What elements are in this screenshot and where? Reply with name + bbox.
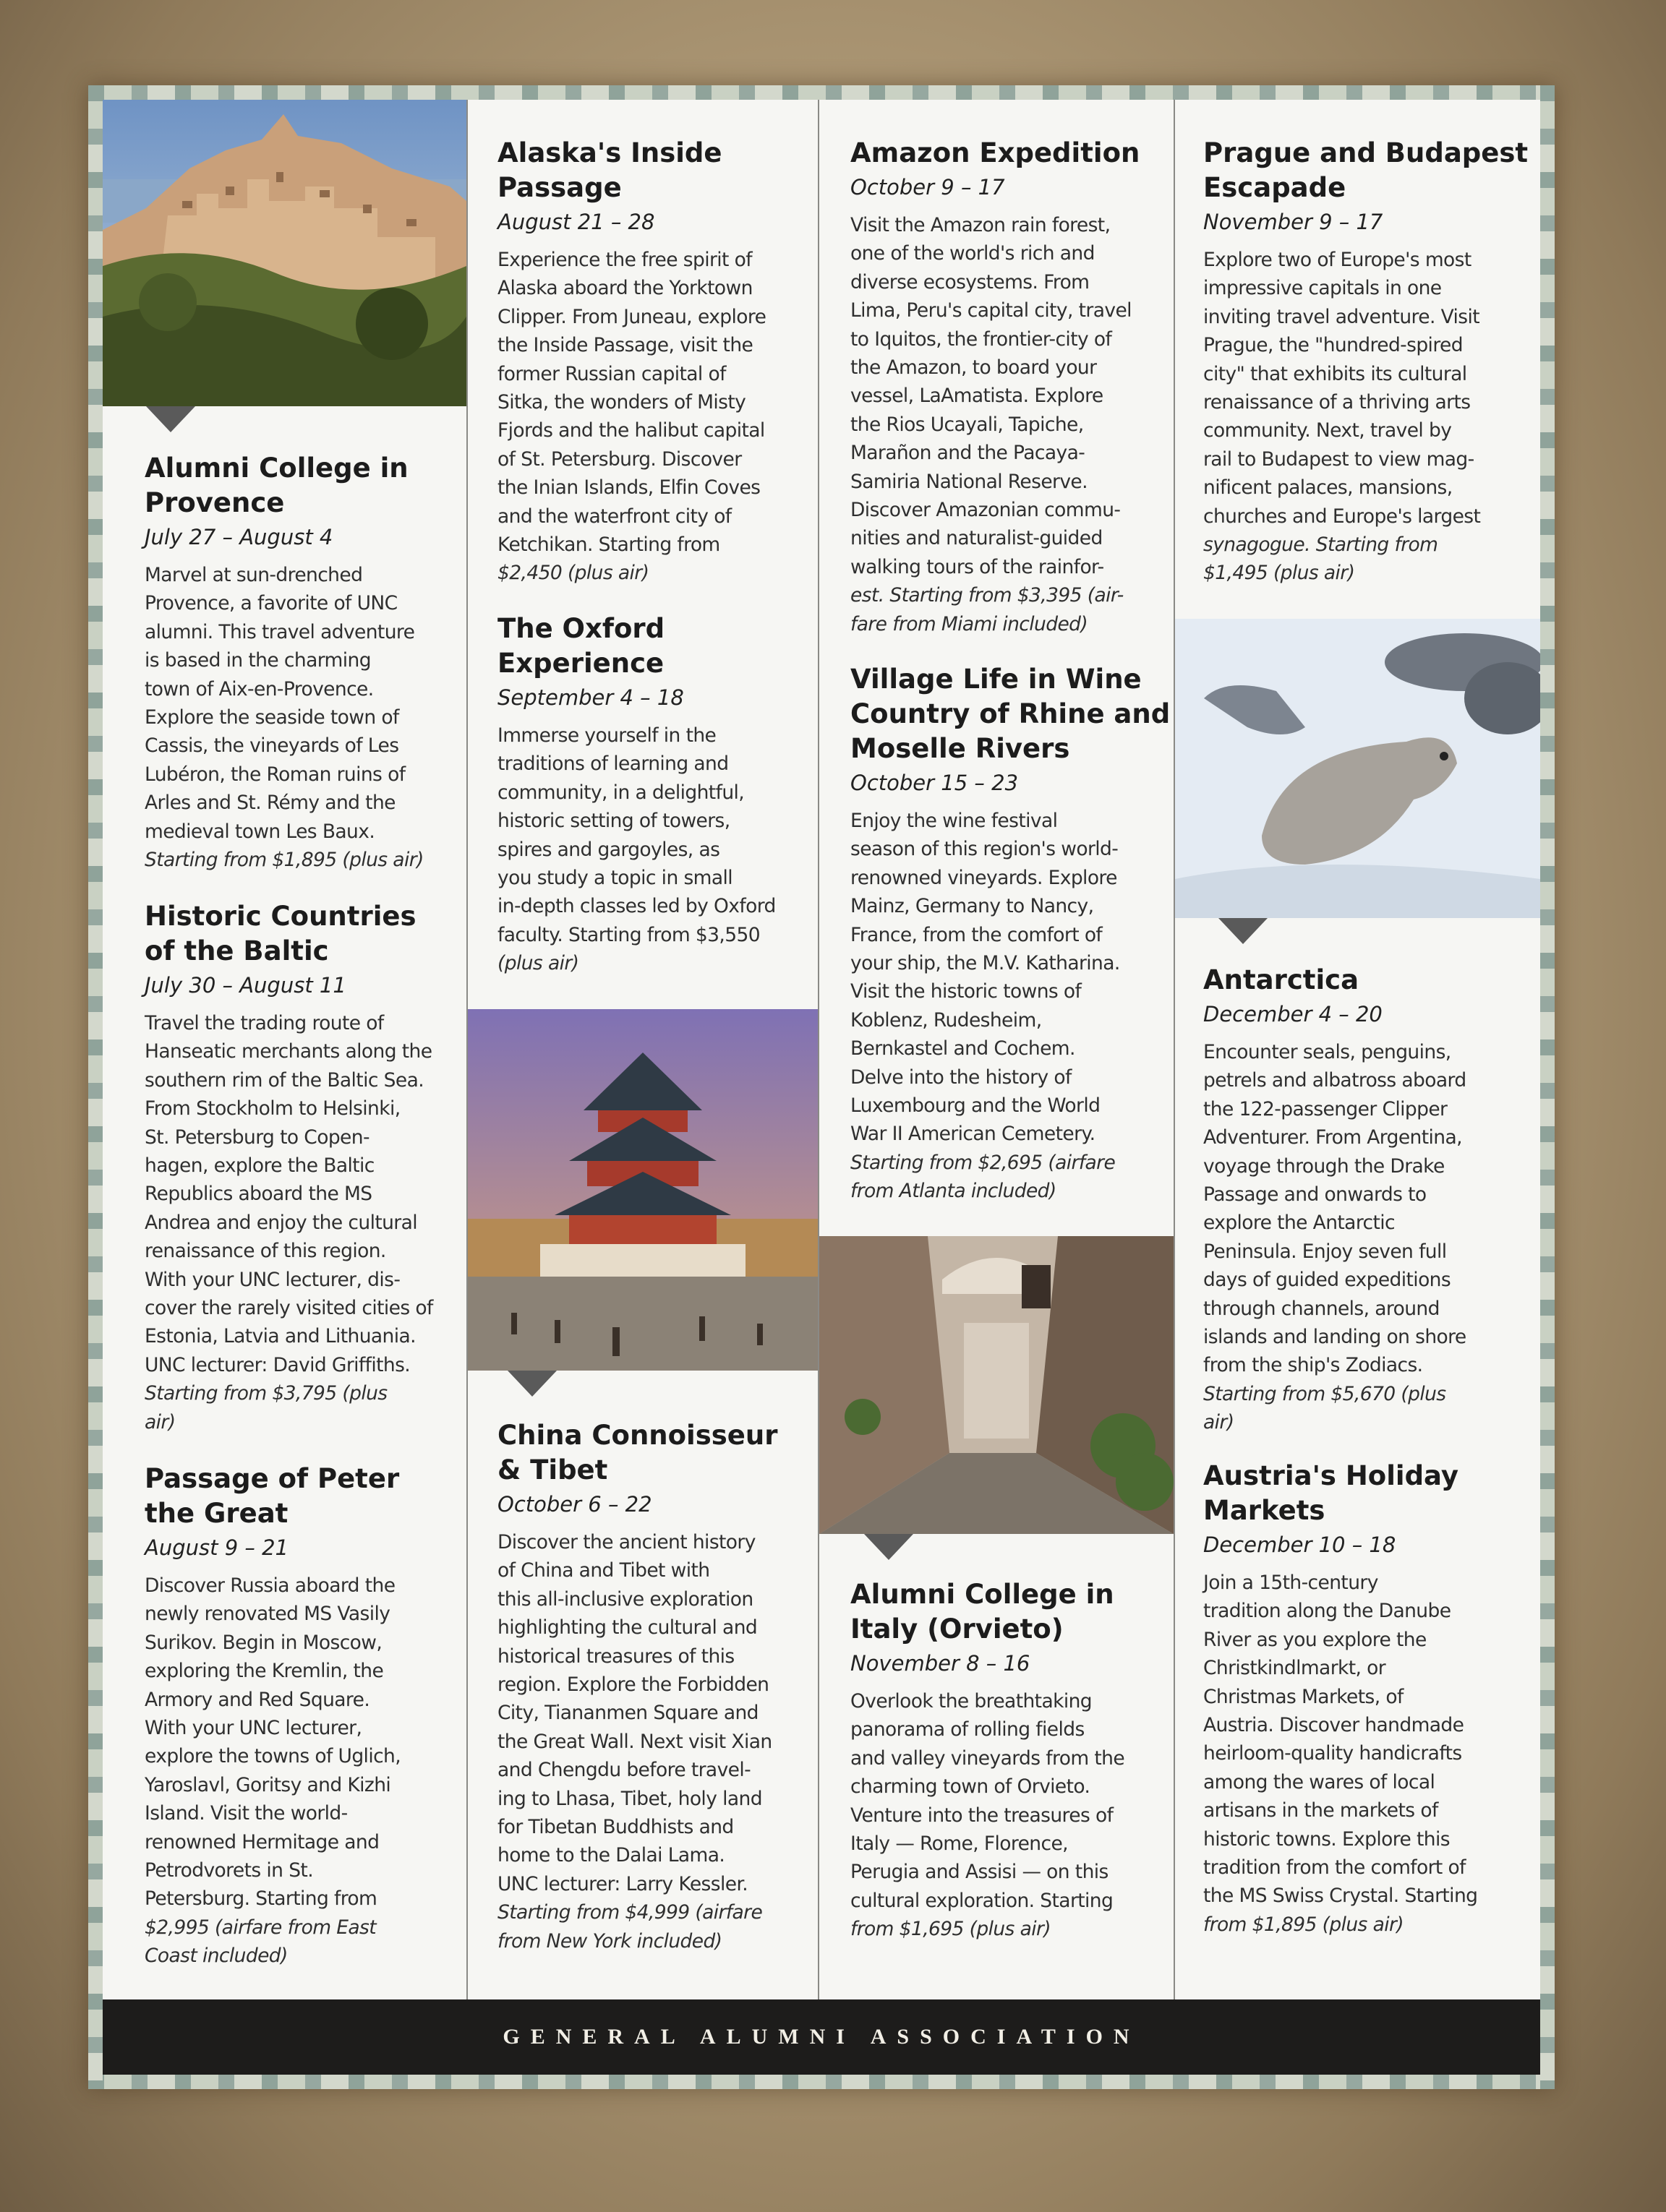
trip-dates: October 9 – 17 <box>850 175 1005 200</box>
trip-description: Explore two of Europe's most impressive capitals in one inviting travel adventure. Visit Prague, the "hundred-spired city" that exhibits its cultural renaissance of a thriving arts community. Next, travel by rail to Budapest to view mag- nificent palaces, mansions, churches and Europe's largest synagogue. Starting from $1,495 (plus air) <box>1203 249 1481 585</box>
page-border-left <box>88 85 103 2089</box>
photo-pointer <box>146 406 195 432</box>
column-divider <box>818 100 819 1999</box>
trip-alumni-college-orvieto <box>850 1577 1169 1944</box>
trip-dates: November 9 – 17 <box>1203 210 1383 234</box>
trip-description: Immerse yourself in the traditions of learning and community, in a delightful, historic setting of towers, spires and gargoyles, as you study a topic in small in-depth classes led by Oxford faculty. Starting from $3,550 (plus air) <box>497 724 776 975</box>
photo-antarctic-seal <box>1175 619 1540 918</box>
trip-village-life-wine-country <box>850 662 1169 1206</box>
trip-description: Experience the free spirit of Alaska aboard the Yorktown Clipper. From Juneau, explore the Inside Passage, visit the former Russian capital of Sitka, the wonders of Misty Fjords and the halibut capital of St. Petersburg. Discover the Inian Islands, Elfin Coves and the waterfront city of Ketchikan. Starting from $2,450 (plus air) <box>497 249 766 585</box>
trip-title: The Oxford Experience <box>497 613 665 679</box>
trip-alaska-inside-passage <box>497 136 808 588</box>
trip-title: Amazon Expedition <box>850 137 1140 168</box>
trip-oxford-experience <box>497 612 808 978</box>
trip-dates: November 8 – 16 <box>850 1651 1030 1676</box>
photo-orvieto-alley <box>819 1236 1174 1534</box>
trip-description: Enjoy the wine festival season of this region's world- renowned vineyards. Explore Mainz, Germany to Nancy, France, from the comfort of your ship, the M.V. Katharina. Visit the historic towns of Koblenz, Rudesheim, Bernkastel and Cochem. Delve into the history of Luxembourg and the World War II American Cemetery. Starting from $2,695 (airfare from Atlanta included) <box>850 810 1120 1203</box>
trip-description: Overlook the breathtaking panorama of rolling fields and valley vineyards from the charming town of Orvieto. Venture into the treasures of Italy — Rome, Florence, Perugia and Assisi — on this cultural exploration. Starting from $1,695 (plus air) <box>850 1690 1125 1941</box>
trip-description: Discover Russia aboard the newly renovated MS Vasily Surikov. Begin in Moscow, exploring the Kremlin, the Armory and Red Square. With your UNC lecturer, explore the towns of Uglich, Yaroslavl, Goritsy and Kizhi Island. Visit the world- renowned Hermitage and Petrodvorets in St. Petersburg. Starting from $2,995 (airfare from East Coast included) <box>145 1574 401 1968</box>
trip-austria-holiday-markets <box>1203 1459 1532 1939</box>
trip-description: Join a 15th-century tradition along the Danube River as you explore the Christkindlmarkt, or Christmas Markets, of Austria. Discover handmade heirloom-quality handicrafts among the wares of local artisans in the markets of historic towns. Explore this tradition from the comfort of the MS Swiss Crystal. Starting from $1,895 (plus air) <box>1203 1572 1478 1936</box>
trip-title: Prague and Budapest Escapade <box>1203 137 1529 203</box>
photo-pointer <box>508 1371 557 1397</box>
trip-dates: August 21 – 28 <box>497 210 655 234</box>
trip-title: Passage of Peter the Great <box>145 1463 400 1529</box>
footer-bar <box>103 1999 1540 2075</box>
trip-title: Alaska's Inside Passage <box>497 137 722 203</box>
trip-description: Marvel at sun-drenched Provence, a favorite of UNC alumni. This travel adventure is based in the charming town of Aix-en-Provence. Explore the seaside town of Cassis, the vineyards of Les Lubéron, the Roman ruins of Arles and St. Rémy and the medieval town Les Baux. Starting from $1,895 (plus air) <box>145 564 424 872</box>
photo-provence-village <box>103 100 466 406</box>
trip-title: Historic Countries of the Baltic <box>145 901 416 966</box>
trip-china-tibet <box>497 1418 808 1955</box>
trip-amazon-expedition <box>850 136 1169 638</box>
footer-title: GENERAL ALUMNI ASSOCIATION <box>503 2025 1140 2049</box>
trip-dates: July 30 – August 11 <box>145 973 346 998</box>
trip-description: Discover the ancient history of China and Tibet with this all-inclusive exploration highlighting the cultural and historical treasures of this region. Explore the Forbidden City, Tiananmen Square and the Great Wall. Next visit Xian and Chengdu before travel- ing to Lhasa, Tibet, holy land for Tibetan Buddhists and home to the Dalai Lama. UNC lecturer: Larry Kessler. Starting from $4,999 (airfare from New York included) <box>497 1531 772 1952</box>
trip-prague-budapest <box>1203 136 1532 588</box>
page-border-right <box>1540 85 1555 2089</box>
trip-dates: August 9 – 21 <box>145 1535 289 1560</box>
trip-dates: December 10 – 18 <box>1203 1532 1396 1557</box>
trip-title: Village Life in Wine Country of Rhine and Moselle Rivers <box>850 664 1171 764</box>
trip-passage-peter-great <box>145 1462 463 1971</box>
photo-pointer <box>1218 918 1268 944</box>
trip-antarctica <box>1203 963 1532 1437</box>
brochure-panel <box>103 100 1540 1999</box>
trip-description: Visit the Amazon rain forest, one of the world's rich and diverse ecosystems. From Lima, Peru's capital city, travel to Iquitos, the frontier-city of the Amazon, to board your vessel, LaAmatista. Explore the Rios Ucayali, Tapiche, Marañon and the Pacaya- Samiria National Reserve. Discover Amazonian commu- nities and naturalist-guided walking tours of the rainfor- est. Starting from $3,395 (air- fare from Miami included) <box>850 214 1132 635</box>
trip-title: Antarctica <box>1203 964 1359 995</box>
trip-dates: September 4 – 18 <box>497 685 684 710</box>
column-divider <box>1174 100 1175 1999</box>
trip-dates: December 4 – 20 <box>1203 1002 1383 1026</box>
trip-title: Alumni College in Italy (Orvieto) <box>850 1579 1114 1645</box>
photo-pointer <box>864 1534 913 1560</box>
trip-description: Travel the trading route of Hanseatic merchants along the southern rim of the Baltic Sea. From Stockholm to Helsinki, St. Petersburg to Copen- hagen, explore the Baltic Republics aboard the MS Andrea and enjoy the cultural renaissance of this region. With your UNC lecturer, dis- cover the rarely visited cities of Estonia, Latvia and Lithuania. UNC lecturer: David Griffiths. Starting from $3,795 (plus air) <box>145 1012 433 1433</box>
trip-title: Austria's Holiday Markets <box>1203 1460 1458 1526</box>
trip-dates: October 15 – 23 <box>850 771 1019 795</box>
photo-temple-of-heaven <box>468 1009 818 1371</box>
trip-dates: July 27 – August 4 <box>145 525 333 549</box>
trip-title: Alumni College in Provence <box>145 453 409 518</box>
trip-title: China Connoisseur & Tibet <box>497 1420 778 1486</box>
trip-alumni-college-provence <box>145 451 463 874</box>
trip-historic-baltic <box>145 899 463 1436</box>
trip-description: Encounter seals, penguins, petrels and albatross aboard the 122-passenger Clipper Adventurer. From Argentina, voyage through the Drake Passage and onwards to explore the Antarctic Peninsula. Enjoy seven full days of guided expeditions through channels, around islands and landing on shore from the ship's Zodiacs. Starting from $5,670 (plus air) <box>1203 1041 1466 1434</box>
trip-dates: October 6 – 22 <box>497 1492 652 1517</box>
